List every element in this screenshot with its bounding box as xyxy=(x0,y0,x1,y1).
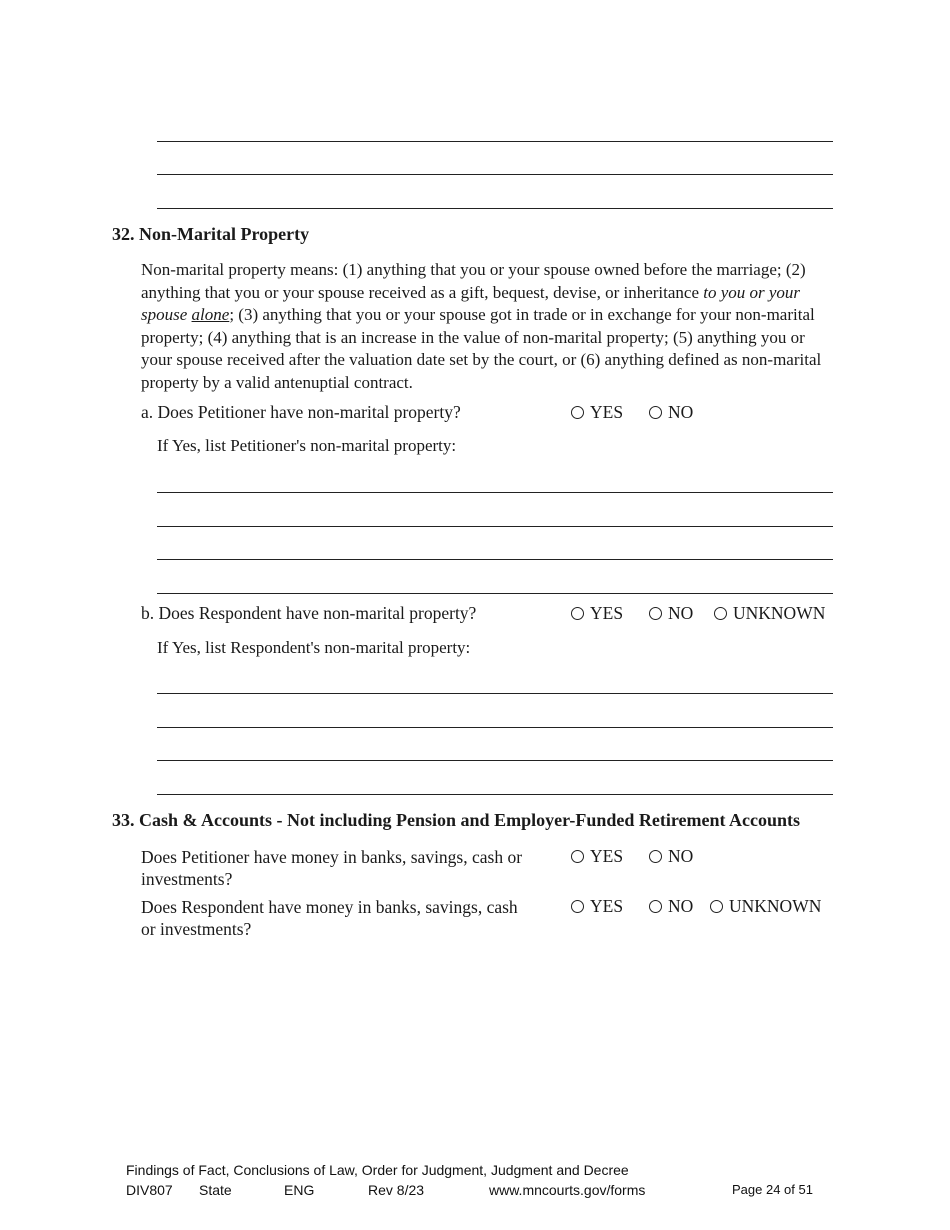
radio-circle-icon xyxy=(571,607,584,620)
answer-line[interactable] xyxy=(157,208,833,209)
respondent-nonmarital-yes-radio[interactable] xyxy=(571,603,623,624)
respondent-property-line[interactable] xyxy=(157,794,833,795)
option-label: YES xyxy=(590,896,624,916)
radio-circle-icon xyxy=(571,406,584,419)
option-label: NO xyxy=(668,402,694,422)
option-label: NO xyxy=(668,603,694,623)
option-label: UNKNOWN xyxy=(733,603,826,623)
petitioner-property-line[interactable] xyxy=(157,559,833,560)
answer-line[interactable] xyxy=(157,141,833,142)
respondent-property-line[interactable] xyxy=(157,760,833,761)
definition-italic: to you or your spouse xyxy=(141,282,801,324)
petitioner-money-yes-radio[interactable] xyxy=(571,846,623,867)
radio-circle-icon xyxy=(571,850,584,863)
petitioner-nonmarital-yes-radio[interactable] xyxy=(571,402,623,423)
petitioner-property-line[interactable] xyxy=(157,492,833,493)
petitioner-property-line[interactable] xyxy=(157,526,833,527)
question-petitioner-money xyxy=(141,846,522,890)
footer-title: Findings of Fact, Conclusions of Law, Order for Judgment, Judgment and Decree xyxy=(126,1162,629,1178)
option-label: YES xyxy=(590,603,624,623)
footer-jurisdiction: State xyxy=(199,1182,232,1198)
definition-text: Non-marital property means: (1) anything that you or your spouse owned before the marriage; (2) anything that you or your spouse received as a gift, bequest, devise, or inheritance xyxy=(141,260,806,302)
radio-circle-icon xyxy=(649,850,662,863)
question-a-petitioner: a. Does Petitioner have non-marital property? xyxy=(141,402,461,422)
respondent-money-no-radio[interactable] xyxy=(649,896,693,917)
radio-circle-icon xyxy=(649,607,662,620)
respondent-money-unknown-radio[interactable] xyxy=(710,896,821,917)
respondent-property-line[interactable] xyxy=(157,693,833,694)
section-32-heading: 32. Non-Marital Property xyxy=(112,224,310,244)
definition-text-cont: ; (3) anything that you or your spouse got in trade or in exchange for your non-marital property; (4) anything that is an increase in the value of non-marital property; (5) anything you or your spouse received after the valuation date set by the court, or (6) anything defined as non-marital property by a valid antenuptial contract. xyxy=(141,305,822,392)
non-marital-definition xyxy=(141,259,836,394)
list-respondent-label: If Yes, list Respondent's non-marital property: xyxy=(157,638,471,657)
question-line: or investments? xyxy=(141,919,252,939)
list-petitioner-label: If Yes, list Petitioner's non-marital property: xyxy=(157,436,457,455)
definition-emphasis: alone xyxy=(191,305,230,324)
question-line: investments? xyxy=(141,869,233,889)
respondent-nonmarital-no-radio[interactable] xyxy=(649,603,693,624)
footer-page-number: Page 24 of 51 xyxy=(732,1182,813,1197)
respondent-property-line[interactable] xyxy=(157,727,833,728)
radio-circle-icon xyxy=(649,900,662,913)
petitioner-property-line[interactable] xyxy=(157,593,833,594)
section-33-heading: 33. Cash & Accounts - Not including Pension and Employer-Funded Retirement Accounts xyxy=(112,810,801,830)
radio-circle-icon xyxy=(571,900,584,913)
footer-website-link[interactable]: www.mncourts.gov/forms xyxy=(489,1182,646,1198)
footer-form-id: DIV807 xyxy=(126,1182,173,1198)
footer-language: ENG xyxy=(284,1182,315,1198)
option-label: UNKNOWN xyxy=(729,896,822,916)
option-label: YES xyxy=(590,846,624,866)
radio-circle-icon xyxy=(710,900,723,913)
footer-revision: Rev 8/23 xyxy=(368,1182,425,1198)
question-b-respondent: b. Does Respondent have non-marital property? xyxy=(141,603,477,623)
petitioner-money-no-radio[interactable] xyxy=(649,846,693,867)
option-label: NO xyxy=(668,846,694,866)
petitioner-nonmarital-no-radio[interactable] xyxy=(649,402,693,423)
question-line: Does Petitioner have money in banks, savings, cash or xyxy=(141,847,523,867)
option-label: NO xyxy=(668,896,694,916)
respondent-nonmarital-unknown-radio[interactable] xyxy=(714,603,825,624)
respondent-money-yes-radio[interactable] xyxy=(571,896,623,917)
radio-circle-icon xyxy=(714,607,727,620)
question-line: Does Respondent have money in banks, savings, cash xyxy=(141,897,518,917)
option-label: YES xyxy=(590,402,624,422)
radio-circle-icon xyxy=(649,406,662,419)
question-respondent-money xyxy=(141,896,518,940)
answer-line[interactable] xyxy=(157,174,833,175)
